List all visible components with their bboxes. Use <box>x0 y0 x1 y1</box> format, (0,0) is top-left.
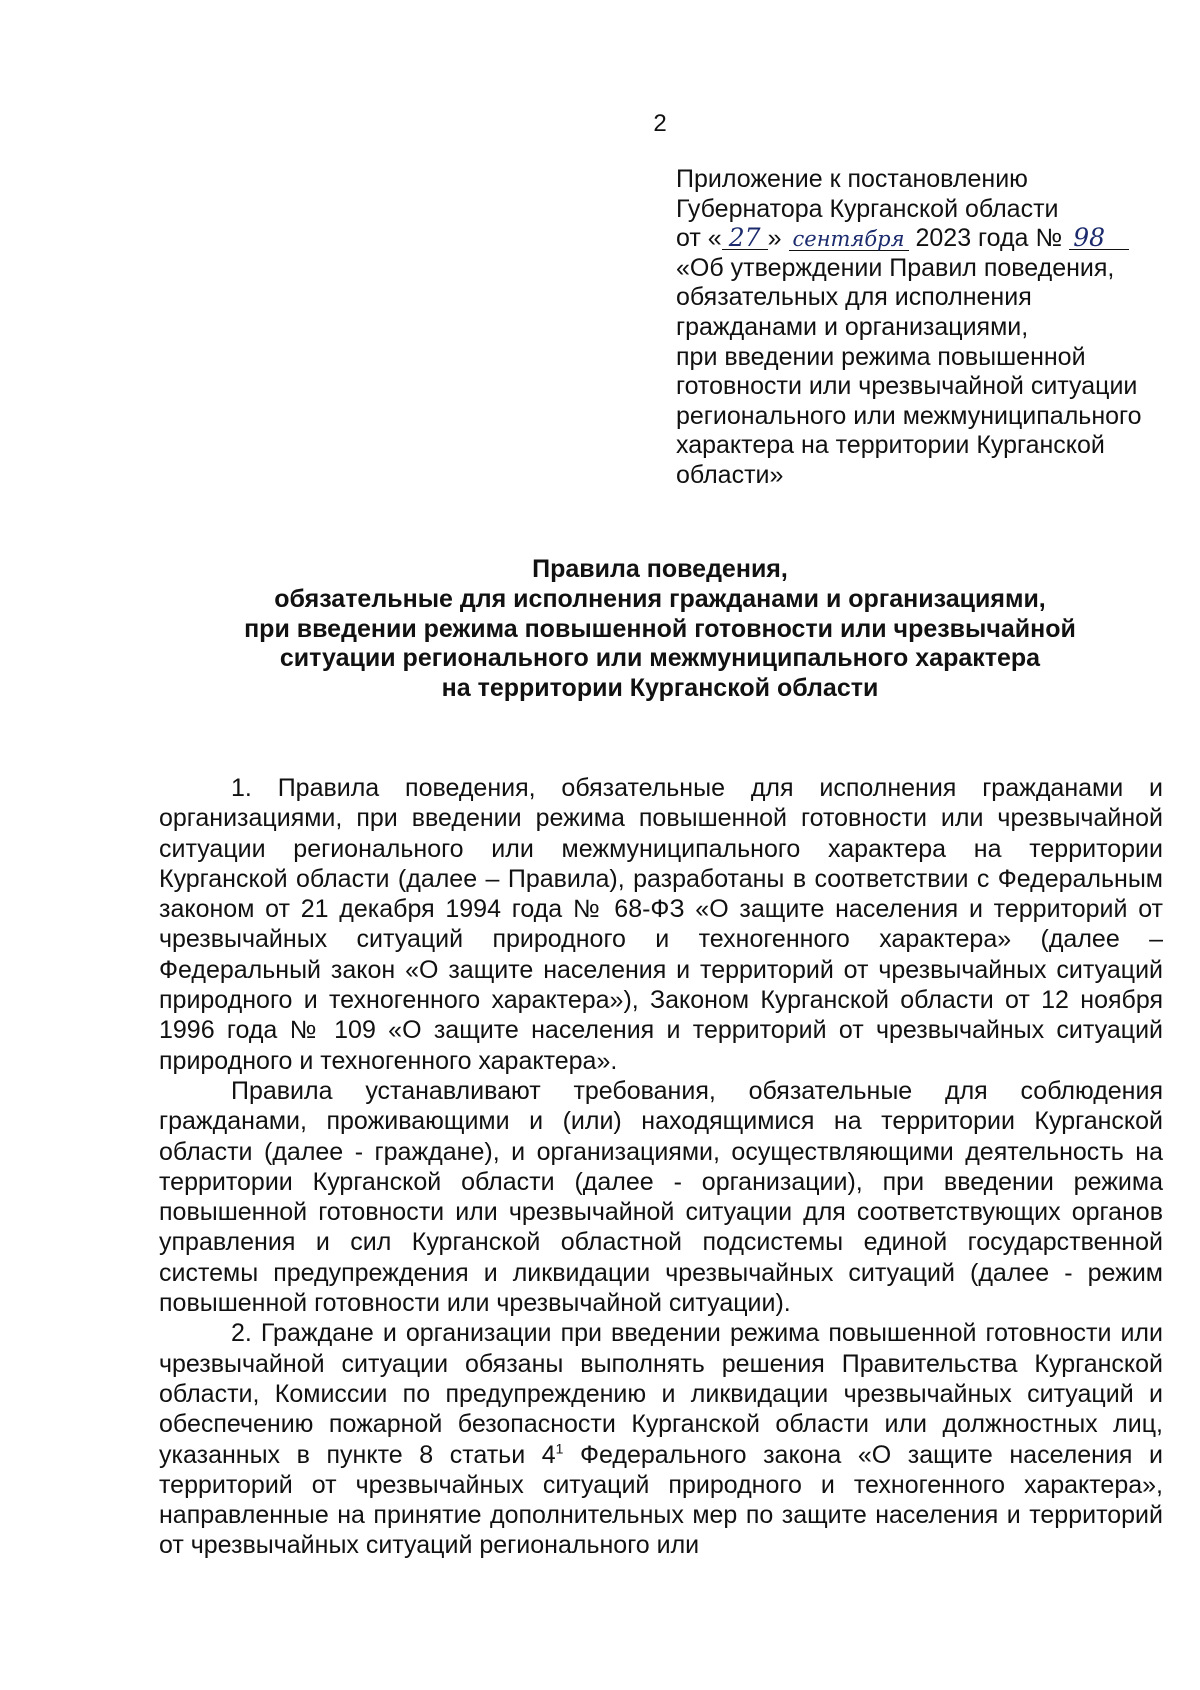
appendix-line: гражданами и организациями, <box>676 312 1029 341</box>
appendix-line: Приложение к постановлению <box>676 165 1028 193</box>
title-line: при введении режима повышенной готовности или чрезвычайной <box>244 614 1076 643</box>
title-line: ситуации регионального или межмуниципального характера <box>279 644 1041 673</box>
title-line: обязательные для исполнения гражданами и организациями, <box>274 584 1046 613</box>
appendix-line: области» <box>676 460 784 489</box>
superscript: 1 <box>555 1440 564 1457</box>
appendix-date-prefix: от « <box>676 224 722 253</box>
paragraph-3-text-cont: Федерального закона «О защите населения и территорий от чрезвычайных ситуаций природного и техногенного характера», направленные на принятие дополнительных мер по защите населения и территорий от чрезвычайных ситуаций регионального или <box>159 1440 1163 1560</box>
appendix-line: Губернатора Курганской области <box>676 194 1059 223</box>
page-number: 2 <box>653 110 667 137</box>
handwritten-number: 98 <box>1069 227 1129 250</box>
title-line: Правила поведения, <box>532 555 788 583</box>
appendix-date-year: 2023 года № <box>915 224 1063 253</box>
appendix-line: при введении режима повышенной <box>676 342 1086 371</box>
title-line: на территории Курганской области <box>441 674 879 703</box>
appendix-date-line <box>676 224 1176 254</box>
appendix-line: «Об утверждении Правил поведения, <box>676 253 1115 282</box>
appendix-line: характера на территории Курганской <box>676 431 1105 460</box>
appendix-line: обязательных для исполнения <box>676 283 1032 312</box>
appendix-line: регионального или межмуниципального <box>676 401 1142 430</box>
handwritten-day: 27 <box>722 227 768 250</box>
document-body <box>159 773 1163 1561</box>
paragraph-3-text: 2. Граждане и организации при введении режима повышенной готовности или чрезвычайной ситуации обязаны выполнять решения Правительства Курганской области, Комиссии по предупреждению и ликвидации чрезвычайных ситуаций и обеспечению пожарной безопасности Курганской области или должностных лиц, указанных в пункте 8 статьи 4 <box>159 1319 1163 1469</box>
document-title <box>150 555 1170 704</box>
appendix-date-mid: » <box>767 224 782 253</box>
paragraph-2: Правила устанавливают требования, обязательные для соблюдения гражданами, проживающими и (или) находящимися на территории Курганской области (далее - граждане), и организациями, осуществляющими деятельность на территории Курганской области (далее - организации), при введении режима повышенной готовности или чрезвычайной ситуации для соответствующих органов управления и сил Курганской областной подсистемы единой государственной системы предупреждения и ликвидации чрезвычайных ситуаций (далее - режим повышенной готовности или чрезвычайной ситуации). <box>159 1076 1163 1318</box>
appendix-line: готовности или чрезвычайной ситуации <box>676 372 1138 401</box>
appendix-block <box>676 165 1176 491</box>
paragraph-3 <box>159 1318 1163 1560</box>
paragraph-1: 1. Правила поведения, обязательные для исполнения гражданами и организациями, при введении режима повышенной готовности или чрезвычайной ситуации регионального или межмуниципального характера на территории Курганской области (далее – Правила), разработаны в соответствии с Федеральным законом от 21 декабря 1994 года № 68-ФЗ «О защите населения и территорий от чрезвычайных ситуаций природного и техногенного характера» (далее – Федеральный закон «О защите населения и территорий от чрезвычайных ситуаций природного и техногенного характера»), Законом Курганской области от 12 ноября 1996 года № 109 «О защите населения и территорий от чрезвычайных ситуаций природного и техногенного характера». <box>159 774 1163 1075</box>
handwritten-month: сентября <box>789 228 909 251</box>
